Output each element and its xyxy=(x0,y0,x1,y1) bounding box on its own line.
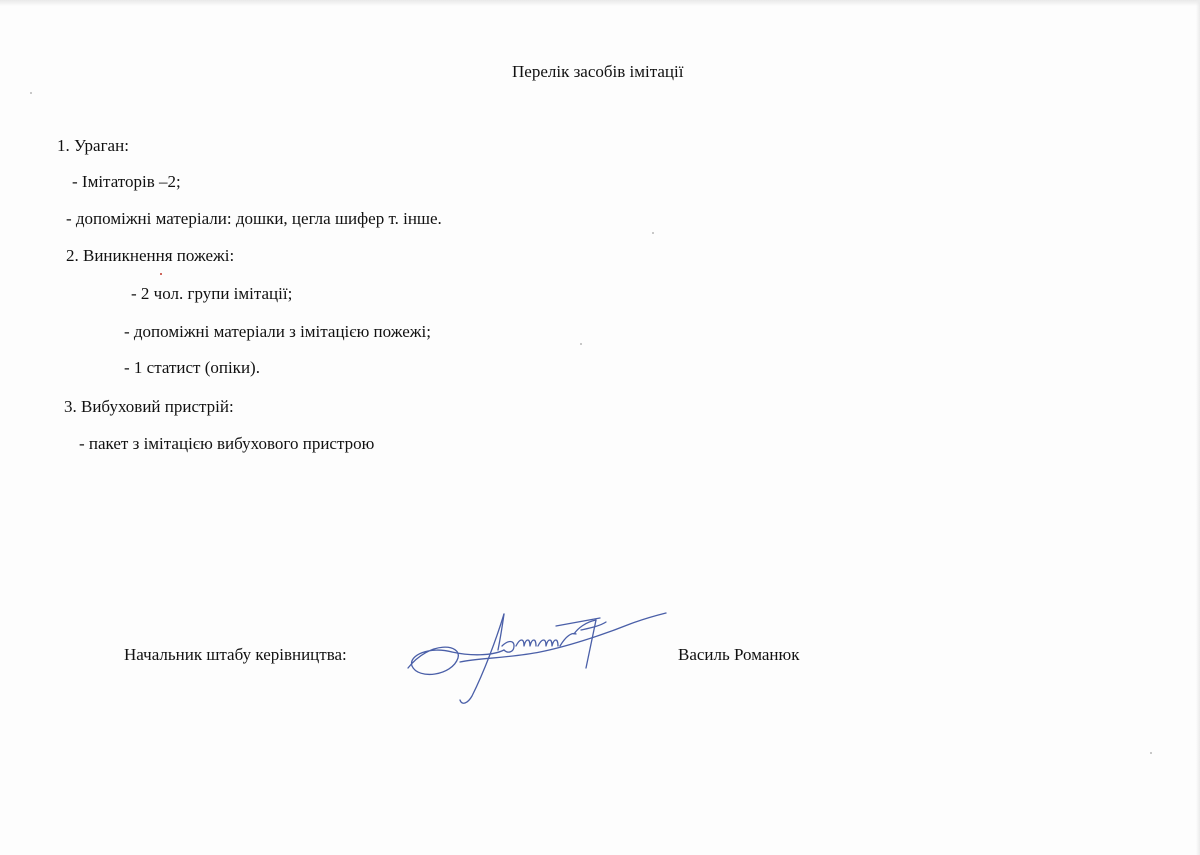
list-item-fire: 2. Виникнення пожежі: xyxy=(66,246,235,265)
signature-icon xyxy=(400,600,670,710)
scan-dot xyxy=(30,92,32,94)
scan-dot xyxy=(580,343,582,345)
list-subitem-fire-materials: - допоміжні матеріали з імітацією пожежі; xyxy=(124,322,431,341)
list-subitem-extra: - 1 статист (опіки). xyxy=(124,358,260,377)
scan-dot xyxy=(652,232,654,234)
position-label: Начальник штабу керівництва: xyxy=(124,645,347,664)
list-subitem-imitation-group: - 2 чол. групи імітації; xyxy=(131,284,293,303)
list-subitem-simulators: - Імітаторів –2; xyxy=(72,172,181,191)
list-item-explosive: 3. Вибуховий пристрій: xyxy=(64,397,234,416)
list-subitem-package: - пакет з імітацією вибухового пристрою xyxy=(79,434,375,453)
scan-edge-top xyxy=(0,0,1200,6)
ink-speck xyxy=(160,273,162,275)
list-item-hurricane: 1. Ураган: xyxy=(57,136,129,155)
scan-dot xyxy=(1150,752,1152,754)
list-subitem-materials: - допоміжні матеріали: дошки, цегла шифер т. інше. xyxy=(66,209,442,228)
scan-edge-right xyxy=(1196,0,1200,855)
signatory-name: Василь Романюк xyxy=(678,645,800,664)
document-title: Перелік засобів імітації xyxy=(512,62,684,81)
